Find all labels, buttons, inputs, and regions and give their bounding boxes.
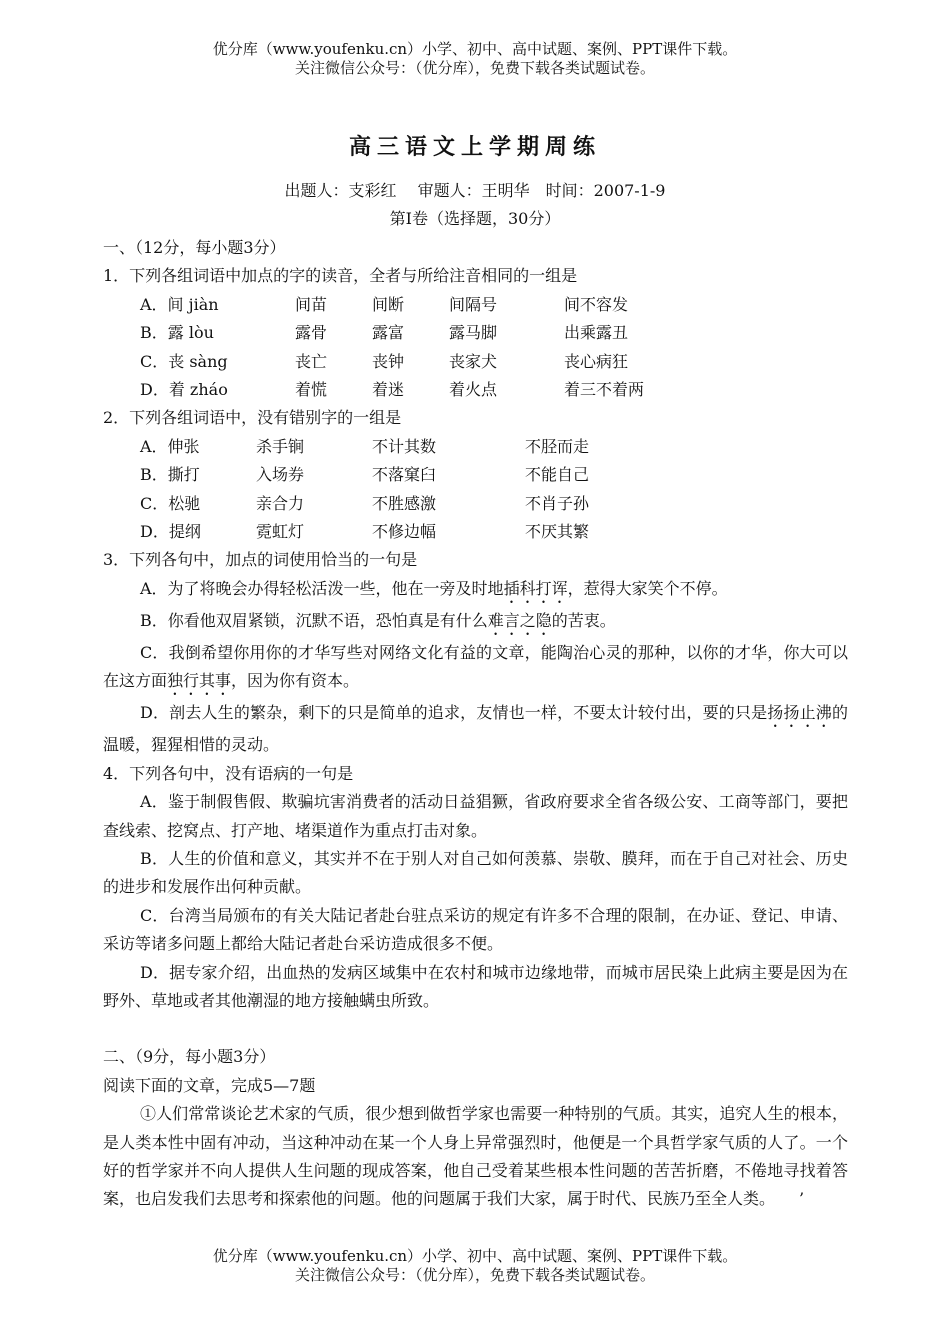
section-2-heading: 二、（9分，每小题3分） xyxy=(103,1047,276,1067)
option-cell: 不胜感激 xyxy=(372,493,437,513)
option-cell: 着火点 xyxy=(449,380,498,400)
dotted-phrase: 难言之隐 xyxy=(487,610,552,630)
option-cell: 丧亡 xyxy=(295,351,328,371)
section-2-intro: 阅读下面的文章，完成5—7题 xyxy=(103,1075,316,1095)
option-cell: 出乘露丑 xyxy=(564,323,629,343)
option-cell: 间苗 xyxy=(295,294,328,314)
option-cell: 丧家犬 xyxy=(449,351,498,371)
site-header xyxy=(0,40,950,78)
option-cell: 着迷 xyxy=(372,380,405,400)
option-cell: D．提纲 xyxy=(140,522,201,542)
q4-option-d: D．据专家介绍，出血热的发病区域集中在农村和城市边缘地带，而城市居民染上此病主要是因为在野外、草地或者其他潮湿的地方接触螨虫所致。 xyxy=(103,962,848,1010)
option-cell: B．撕打 xyxy=(140,465,200,485)
option-cell: A．伸张 xyxy=(140,436,200,456)
option-cell: 杀手锏 xyxy=(256,436,305,456)
option-cell: 着三不着两 xyxy=(564,380,645,400)
header-line-2: 关注微信公众号：（优分库），免费下载各类试题试卷。 xyxy=(294,59,655,77)
option-cell: 丧钟 xyxy=(372,351,405,371)
text-segment: 的温暖，猩猩相惜的灵动。 xyxy=(103,703,848,755)
q4-option-b: B．人生的价值和意义，其实并不在于别人对自己如何羡慕、崇敬、膜拜，而在于自己对社会、历史的进步和发展作出何种贡献。 xyxy=(103,848,848,897)
volume-heading: 第Ⅰ卷（选择题，30分） xyxy=(389,209,561,228)
q2-option-a xyxy=(103,433,848,461)
header-line-1: 优分库（www.youfenku.cn）小学、初中、高中试题、案例、PPT课件下载。 xyxy=(212,40,738,58)
text-segment: 的苦衷。 xyxy=(551,610,616,630)
section-1-heading: 一、（12分，每小题3分） xyxy=(103,238,286,257)
q1-option-b xyxy=(103,319,848,347)
dotted-phrase: 独行其事 xyxy=(167,671,232,691)
exam-content xyxy=(103,234,848,1214)
q1-option-d xyxy=(103,376,848,404)
q3-stem: 3．下列各句中，加点的词使用恰当的一句是 xyxy=(103,550,418,570)
option-cell: 亲合力 xyxy=(256,493,305,513)
option-cell: 不计其数 xyxy=(372,436,437,456)
option-cell: 丧心病狂 xyxy=(564,351,629,371)
site-footer xyxy=(0,1247,950,1285)
spacer xyxy=(103,1015,848,1043)
option-cell: 间断 xyxy=(372,294,405,314)
q4-option-a: A．鉴于制假售假、欺骗坑害消费者的活动日益猖獗，省政府要求全省各级公安、工商等部门，要把查线索、挖窝点、打产地、堵渠道作为重点打击对象。 xyxy=(103,792,848,840)
q2-option-c xyxy=(103,490,848,518)
q3-option-d xyxy=(103,699,848,759)
q3-option-c xyxy=(103,639,848,699)
page-title: 高三语文上学期周练 xyxy=(348,134,601,160)
option-cell: 着慌 xyxy=(295,380,328,400)
option-cell: B．露 lòu xyxy=(140,323,214,343)
option-cell: 不胫而走 xyxy=(525,436,590,456)
text-segment: C．我倒希望你用你的才华写些对网络文化有益的文章，能陶治心灵的那种，以你的才华，你大可以在这方面 xyxy=(103,642,848,691)
q2-stem: 2．下列各组词语中，没有错别字的一组是 xyxy=(103,408,402,428)
q4-option-c: C．台湾当局颁布的有关大陆记者赴台驻点采访的规定有许多不合理的限制，在办证、登记、申请、采访等诸多问题上都给大陆记者赴台采访造成很多不便。 xyxy=(103,905,848,954)
q4-stem: 4．下列各句中，没有语病的一句是 xyxy=(103,763,354,783)
option-cell: D．着 zháo xyxy=(140,380,228,400)
dotted-phrase: 插科打诨 xyxy=(503,578,568,598)
q3-option-b xyxy=(103,607,848,639)
q1-stem: 1．下列各组词语中加点的字的读音，全者与所给注音相同的一组是 xyxy=(103,266,578,286)
dotted-phrase: 扬扬止沸 xyxy=(767,703,832,723)
reading-paragraph-1: ①人们常常谈论艺术家的气质，很少想到做哲学家也需要一种特别的气质。其实，追究人生的根本，是人类本性中固有冲动，当这种冲动在某一个人身上异常强烈时，他便是一个具哲学家气质的人了。一个好的哲学家并不向人提供人生问题的现成答案，他自己受着某些根本性问题的苦苦折磨，不倦地寻找着答案，也启发我们去思考和探索他的问题。他的问题属于我们大家，属于时代、民族乃至全人类。 ’ xyxy=(103,1104,848,1209)
text-segment: D．剖去人生的繁杂，剩下的只是简单的追求，友情也一样，不要太计较付出，要的只是 xyxy=(140,703,768,723)
footer-line-1: 优分库（www.youfenku.cn）小学、初中、高中试题、案例、PPT课件下载。 xyxy=(212,1247,738,1265)
option-cell: 露骨 xyxy=(295,323,328,343)
text-segment: ，惹得大家笑个不停。 xyxy=(567,578,728,598)
option-cell: 不厌其繁 xyxy=(525,522,590,542)
option-cell: 间不容发 xyxy=(564,294,629,314)
option-cell: 露马脚 xyxy=(449,323,498,343)
option-cell: C．松驰 xyxy=(140,493,201,513)
option-cell: 不落窠臼 xyxy=(372,465,437,485)
q1-option-a xyxy=(103,291,848,319)
option-cell: 间隔号 xyxy=(449,294,498,314)
option-cell: 霓虹灯 xyxy=(256,522,305,542)
q2-option-d xyxy=(103,518,848,546)
q1-option-c xyxy=(103,348,848,376)
option-cell: 入场券 xyxy=(256,465,305,485)
text-segment: ，因为你有资本。 xyxy=(231,671,360,691)
q3-option-a xyxy=(103,575,848,607)
option-cell: 不肖子孙 xyxy=(525,493,590,513)
exam-meta: 出题人：支彩红 审题人：王明华 时间：2007-1-9 xyxy=(284,181,666,200)
option-cell: 不修边幅 xyxy=(372,522,437,542)
option-cell: A．间 jiàn xyxy=(140,294,219,314)
footer-line-2: 关注微信公众号：（优分库），免费下载各类试题试卷。 xyxy=(294,1266,655,1284)
option-cell: 不能自己 xyxy=(525,465,590,485)
option-cell: 露富 xyxy=(372,323,405,343)
text-segment: B．你看他双眉紧锁，沉默不语，恐怕真是有什么 xyxy=(140,610,488,630)
text-segment: A．为了将晚会办得轻松活泼一些，他在一旁及时地 xyxy=(140,578,504,598)
q2-option-b xyxy=(103,461,848,489)
option-cell: C．丧 sàng xyxy=(140,351,228,371)
